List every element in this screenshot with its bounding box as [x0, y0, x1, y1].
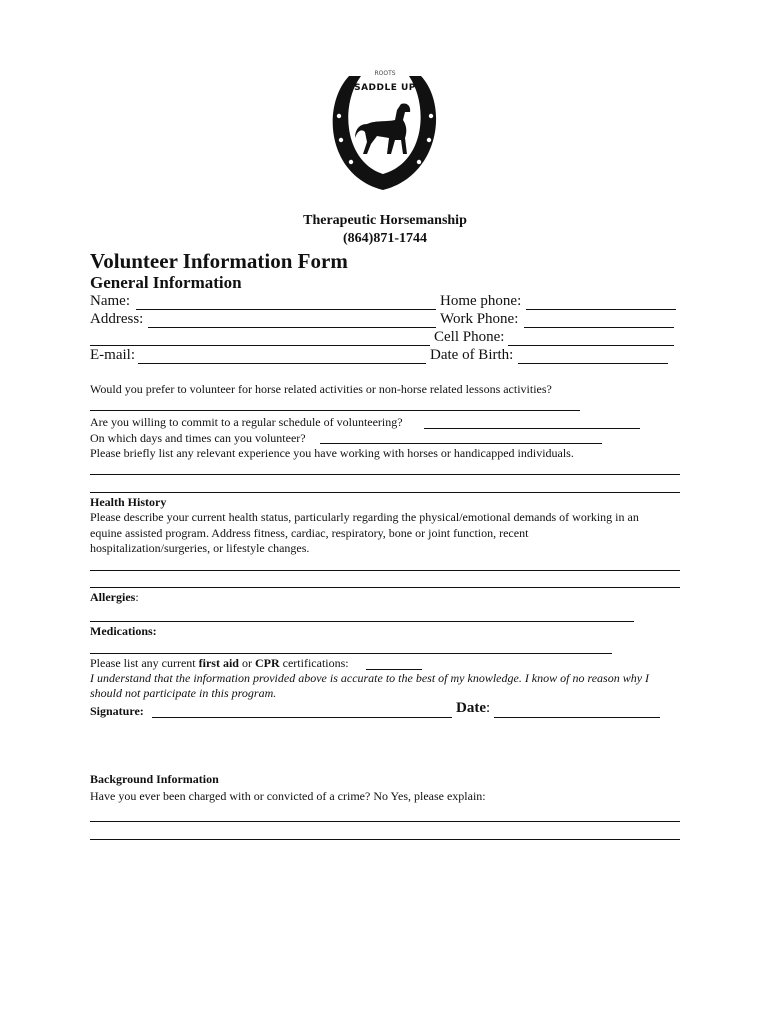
health-description-3: hospitalization/surgeries, or lifestyle changes. [90, 541, 310, 555]
crime-answer-2[interactable] [90, 839, 680, 840]
name-field[interactable] [136, 309, 436, 310]
date-label-text: Date [456, 700, 486, 716]
dob-field[interactable] [518, 363, 668, 364]
experience-answer-2[interactable] [90, 492, 680, 493]
address-field-1[interactable] [148, 327, 436, 328]
cell-phone-label: Cell Phone: [434, 329, 505, 345]
cell-phone-field[interactable] [508, 345, 674, 346]
signature-field[interactable] [152, 717, 452, 718]
allergies-label-text: Allergies [90, 590, 136, 604]
volunteer-type-answer[interactable] [90, 410, 580, 411]
cert-suffix: certifications: [279, 656, 349, 670]
address-field-2[interactable] [90, 345, 430, 346]
logo-brand-text: SADDLE UP [354, 83, 416, 93]
saddle-up-logo [325, 66, 445, 194]
work-phone-field[interactable] [524, 327, 674, 328]
date-colon: : [486, 700, 491, 716]
cert-cpr: CPR [254, 656, 280, 670]
volunteer-type-question: Would you prefer to volunteer for horse related activities or non-horse related lessons activities? [90, 382, 552, 396]
email-label: E-mail: [90, 347, 135, 363]
cert-or: or [238, 656, 255, 670]
general-info-heading: General Information [90, 273, 242, 292]
logo-small-text: ROOTS [374, 70, 396, 77]
medications-label: Medications: [90, 624, 157, 638]
certifications-line [90, 656, 349, 671]
cert-first-aid: first aid [198, 656, 239, 670]
certifications-answer[interactable] [366, 669, 422, 670]
allergies-label [90, 590, 139, 605]
health-history-heading: Health History [90, 495, 167, 509]
allergies-colon: : [135, 590, 139, 604]
health-description-2: equine assisted program. Address fitness, cardiac, respiratory, bone or joint function, recent [90, 526, 529, 540]
experience-answer-1[interactable] [90, 474, 680, 475]
date-label [456, 700, 490, 717]
name-label: Name: [90, 293, 130, 309]
address-label: Address: [90, 311, 144, 327]
medications-answer[interactable] [90, 653, 612, 654]
org-phone: (864)871-1744 [343, 231, 427, 246]
home-phone-field[interactable] [526, 309, 676, 310]
commit-question: Are you willing to commit to a regular schedule of volunteering? [90, 415, 403, 429]
background-heading: Background Information [90, 772, 219, 786]
email-field[interactable] [138, 363, 426, 364]
cert-prefix: Please list any current [90, 656, 199, 670]
signature-label: Signature: [90, 704, 144, 718]
org-name: Therapeutic Horsemanship [303, 213, 467, 228]
days-answer[interactable] [320, 443, 602, 444]
crime-answer-1[interactable] [90, 821, 680, 822]
dob-label: Date of Birth: [430, 347, 514, 363]
form-title: Volunteer Information Form [90, 249, 348, 273]
health-answer-2[interactable] [90, 587, 680, 588]
crime-question: Have you ever been charged with or convicted of a crime? No Yes, please explain: [90, 789, 486, 803]
work-phone-label: Work Phone: [440, 311, 519, 327]
experience-question: Please briefly list any relevant experience you have working with horses or handicapped individuals. [90, 446, 574, 460]
commit-answer[interactable] [424, 428, 640, 429]
home-phone-label: Home phone: [440, 293, 522, 309]
allergies-answer[interactable] [90, 621, 634, 622]
date-field[interactable] [494, 717, 660, 718]
declaration-2: should not participate in this program. [90, 686, 277, 700]
health-description-1: Please describe your current health status, particularly regarding the physical/emotional demands of working in an [90, 510, 639, 524]
health-answer-1[interactable] [90, 570, 680, 571]
days-question: On which days and times can you volunteer? [90, 431, 306, 445]
declaration-1: I understand that the information provided above is accurate to the best of my knowledge. I know of no reason why I [90, 671, 650, 685]
